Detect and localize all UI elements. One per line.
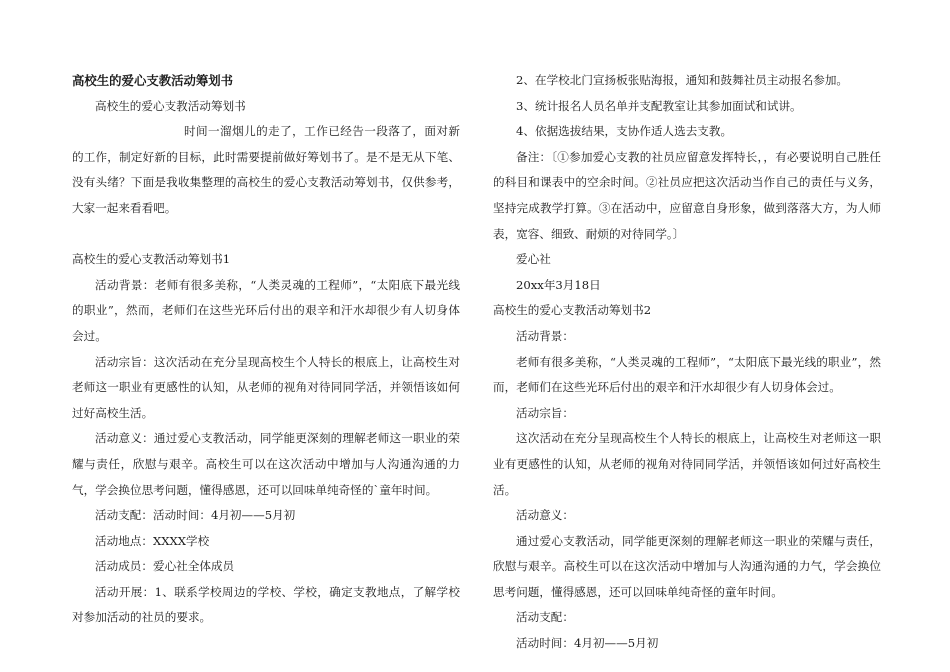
left-column xyxy=(72,68,460,631)
plan1-org: 爱心社 xyxy=(516,252,551,267)
plan1-meaning: 活动意义：通过爱心支教活动，同学能更深刻的理解老师这一职业的荣耀与责任，欣慰与艰辛。高校生可以在这次活动中增加与人沟通沟通的力气，学会换位思考问题，懂得感恩，还可以回味单纯奇怪的`童年时间。 xyxy=(72,431,460,497)
plan1-notes: 备注：〔①参加爱心支教的社员应留意发挥特长，，有必要说明自己胜任的科目和课表中的空余时间。②社员应把这次活动当作自己的责任与义务，坚持完成教学打算。③在活动中，应留意自身形象，做到落落大方，为人师表，宽容、细致、耐烦的对待同学。〕 xyxy=(493,149,881,241)
plan1-purpose: 活动宗旨：这次活动在充分呈现高校生个人特长的根底上，让高校生对老师这一职业有更感性的认知，从老师的视角对待同同学活，并领悟该如何过好高校生活。 xyxy=(72,354,460,420)
plan2-meaning-text: 通过爱心支教活动，同学能更深刻的理解老师这一职业的荣耀与责任，欣慰与艰辛。高校生可以在这次活动中增加与人沟通沟通的力气，学会换位思考问题，懂得感恩，还可以回味单纯奇怪的童年时间。 xyxy=(493,533,881,599)
plan2-heading: 高校生的爱心支教活动筹划书2 xyxy=(493,303,652,318)
plan1-steps-2: 2、在学校北门宣扬板张贴海报，通知和鼓舞社员主动报名参加。 xyxy=(516,73,849,87)
document-title: 高校生的爱心支教活动筹划书 xyxy=(72,73,234,88)
plan1-location: 活动地点：XXXX学校 xyxy=(95,533,210,548)
blank-line xyxy=(72,222,460,248)
plan1-steps-4: 4、依据选拔结果，支协作适人选去支教。 xyxy=(516,124,733,139)
plan2-background-label: 活动背景： xyxy=(516,328,574,343)
plan1-heading: 高校生的爱心支教活动筹划书1 xyxy=(72,252,231,267)
document-subtitle: 高校生的爱心支教活动筹划书 xyxy=(95,98,246,113)
intro-paragraph: 时间一溜烟儿的走了，工作已经告一段落了，面对新的工作，制定好新的目标，此时需要提前做好筹划书了。是不是无从下笔、没有头绪？下面是我收集整理的高校生的爱心支教活动筹划书，仅供参考，大家一起来看看吧。 xyxy=(72,124,460,215)
plan2-meaning-label: 活动意义： xyxy=(516,508,574,523)
plan1-background: 活动背景：老师有很多美称，“人类灵魂的工程师”，“太阳底下最光线的职业”，然而，老师们在这些光环后付出的艰辛和汗水却很少有人切身体会过。 xyxy=(72,277,460,343)
plan1-members: 活动成员：爱心社全体成员 xyxy=(95,559,235,574)
plan2-purpose-text: 这次活动在充分呈现高校生个人特长的根底上，让高校生对老师这一职业有更感性的认知，从老师的视角对待同同学活，并领悟该如何过好高校生活。 xyxy=(493,431,881,497)
plan2-schedule-label: 活动支配： xyxy=(516,610,574,625)
plan1-steps-3: 3、统计报名人员名单并支配教室让其参加面试和试讲。 xyxy=(516,98,802,113)
plan2-schedule-time: 活动时间：4月初——5月初 xyxy=(516,636,659,651)
plan1-date: 20xx年3月18日 xyxy=(516,277,601,292)
plan2-background-text: 老师有很多美称，“人类灵魂的工程师”，“太阳底下最光线的职业”，然而，老师们在这些光环后付出的艰辛和汗水却很少有人切身体会过。 xyxy=(493,354,881,395)
plan1-steps-1: 活动开展：1、联系学校周边的学校、学校，确定支教地点，了解学校对参加活动的社员的要求。 xyxy=(72,584,460,625)
plan2-purpose-label: 活动宗旨： xyxy=(516,405,574,420)
right-column xyxy=(493,68,881,657)
plan1-schedule: 活动支配：活动时间：4月初——5月初 xyxy=(95,508,296,523)
